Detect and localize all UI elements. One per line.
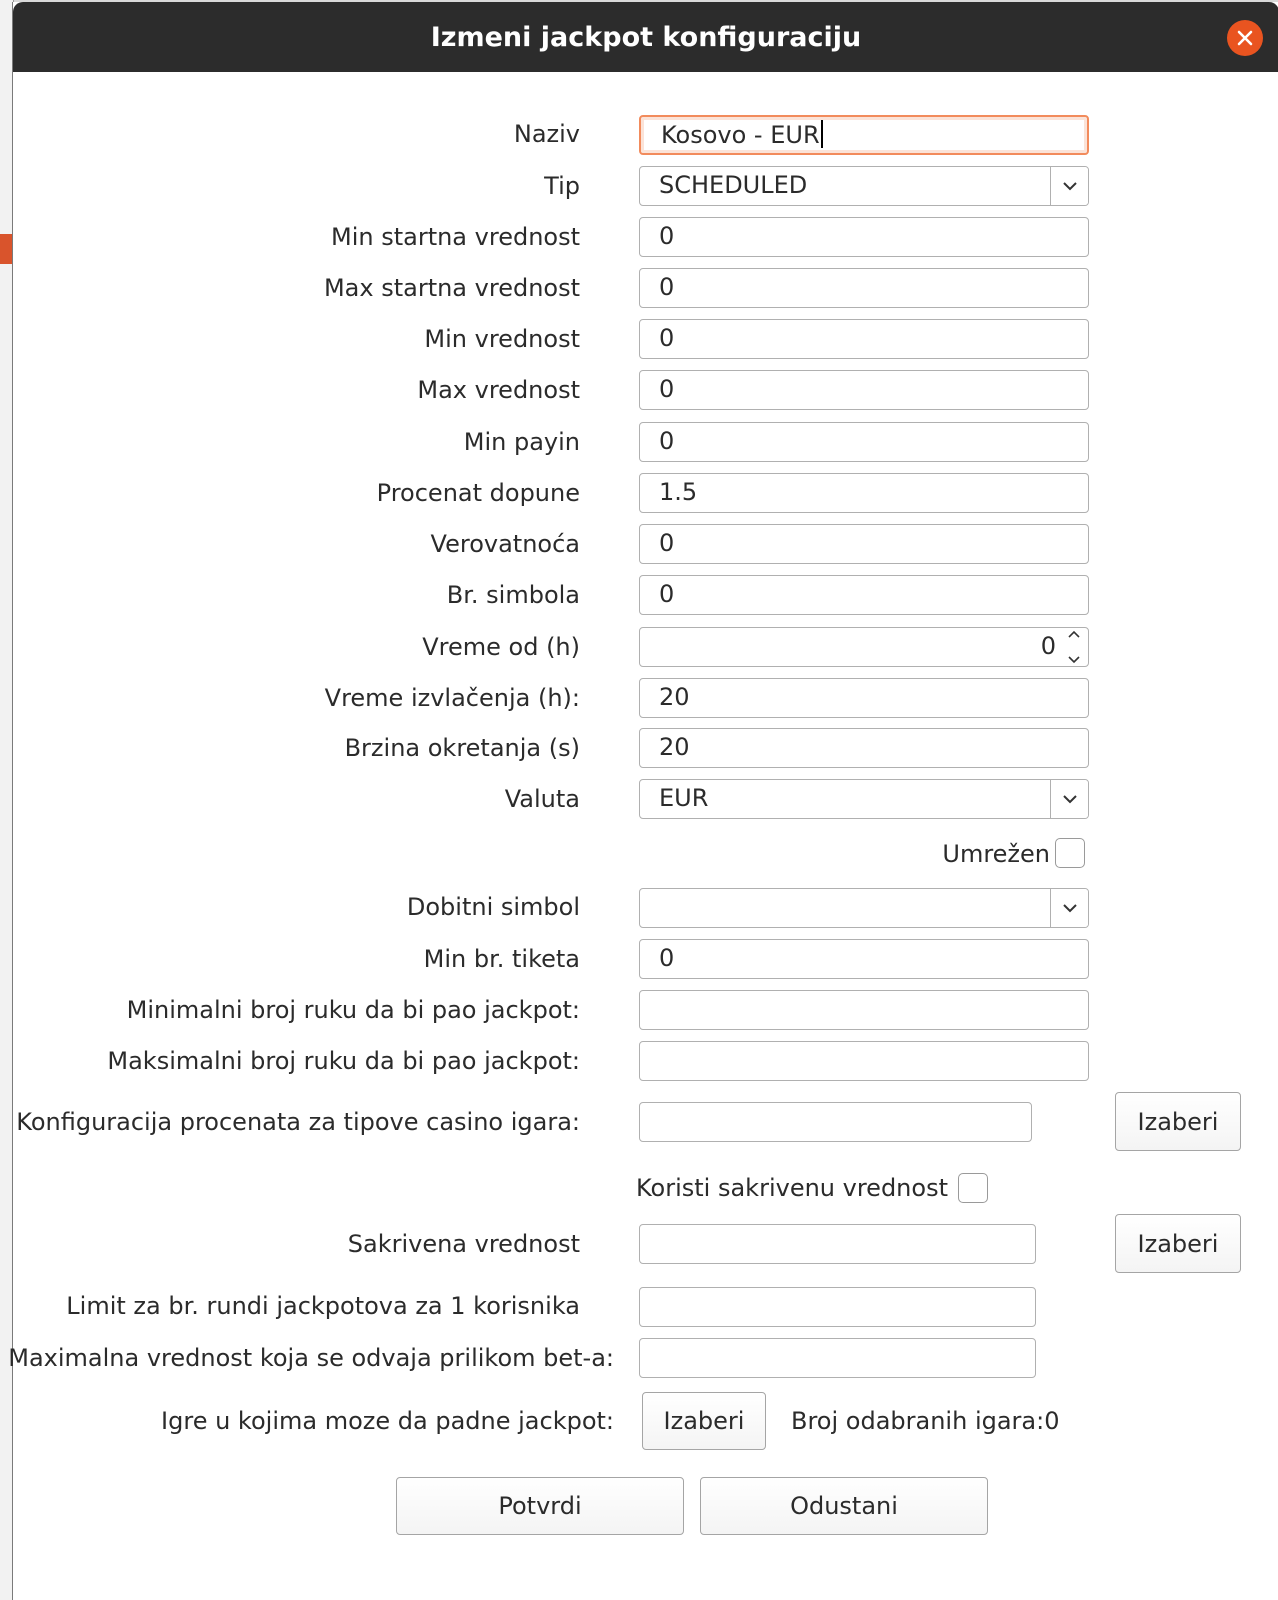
min-startna-input[interactable]: 0	[639, 217, 1089, 257]
verovatnoca-label: Verovatnoća	[430, 530, 580, 558]
naziv-label: Naziv	[513, 120, 580, 148]
br-simbola-label: Br. simbola	[446, 581, 580, 609]
dialog-title: Izmeni jackpot konfiguraciju	[430, 22, 862, 53]
vreme-izvlacenja-label: Vreme izvlačenja (h):	[324, 684, 580, 712]
min-vrednost-label: Min vrednost	[424, 325, 580, 353]
valuta-dropdown-button[interactable]	[1050, 779, 1090, 819]
konfiguracija-izaberi-button[interactable]: Izaberi	[1115, 1092, 1241, 1151]
procenat-dopune-label: Procenat dopune	[376, 479, 580, 507]
igre-label: Igre u kojima moze da padne jackpot:	[161, 1407, 614, 1435]
max-vrednost-input[interactable]: 0	[639, 370, 1089, 410]
min-vrednost-input[interactable]: 0	[639, 319, 1089, 359]
min-broj-ruku-label: Minimalni broj ruku da bi pao jackpot:	[126, 996, 580, 1024]
tip-value: SCHEDULED	[659, 171, 808, 199]
dobitni-simbol-dropdown-button[interactable]	[1050, 888, 1090, 928]
limit-rundi-input[interactable]	[639, 1287, 1036, 1327]
umrezen-label: Umrežen	[942, 840, 1050, 868]
umrezen-checkbox[interactable]	[1055, 838, 1085, 868]
dialog-titlebar	[13, 2, 1278, 72]
vreme-od-value: 0	[1040, 632, 1056, 660]
max-vrednost-label: Max vrednost	[417, 376, 580, 404]
max-broj-ruku-label: Maksimalni broj ruku da bi pao jackpot:	[107, 1047, 580, 1075]
brzina-okretanja-label: Brzina okretanja (s)	[344, 734, 580, 762]
tip-label: Tip	[544, 172, 580, 200]
naziv-value: Kosovo - EUR	[661, 121, 820, 149]
chevron-down-icon	[1062, 181, 1078, 191]
min-startna-label: Min startna vrednost	[330, 223, 580, 251]
maksimalna-vrednost-bet-label: Maximalna vrednost koja se odvaja prilikom bet-a:	[8, 1344, 614, 1372]
min-payin-input[interactable]: 0	[639, 422, 1089, 462]
koristi-sakrivenu-label: Koristi sakrivenu vrednost	[636, 1174, 948, 1202]
broj-odabranih-igara: Broj odabranih igara:0	[791, 1407, 1060, 1435]
close-icon	[1236, 29, 1254, 47]
koristi-sakrivenu-checkbox[interactable]	[958, 1173, 988, 1203]
min-payin-label: Min payin	[463, 428, 580, 456]
naziv-input[interactable]	[639, 115, 1089, 155]
igre-izaberi-button[interactable]: Izaberi	[642, 1392, 766, 1450]
vreme-od-label: Vreme od (h)	[422, 633, 580, 661]
konfiguracija-procenata-label: Konfiguracija procenata za tipove casino igara:	[16, 1108, 580, 1136]
verovatnoca-input[interactable]: 0	[639, 524, 1089, 564]
valuta-select[interactable]	[639, 779, 1089, 819]
valuta-label: Valuta	[504, 785, 580, 813]
procenat-dopune-input[interactable]: 1.5	[639, 473, 1089, 513]
sakrivena-izaberi-button[interactable]: Izaberi	[1115, 1214, 1241, 1273]
confirm-button[interactable]: Potvrdi	[396, 1477, 684, 1535]
chevron-down-icon	[1062, 903, 1078, 913]
br-simbola-input[interactable]: 0	[639, 575, 1089, 615]
max-broj-ruku-input[interactable]	[639, 1041, 1089, 1081]
brzina-okretanja-input[interactable]: 20	[639, 728, 1089, 768]
konfiguracija-procenata-input[interactable]	[639, 1102, 1032, 1142]
min-broj-ruku-input[interactable]	[639, 990, 1089, 1030]
tip-dropdown-button[interactable]	[1050, 166, 1090, 206]
limit-rundi-label: Limit za br. rundi jackpotova za 1 korisnika	[66, 1292, 580, 1320]
chevron-down-icon[interactable]	[1068, 656, 1080, 664]
valuta-value: EUR	[659, 784, 709, 812]
vreme-od-spinner[interactable]	[639, 627, 1089, 667]
max-startna-label: Max startna vrednost	[323, 274, 580, 302]
chevron-down-icon	[1062, 794, 1078, 804]
min-br-tiketa-input[interactable]: 0	[639, 939, 1089, 979]
dobitni-simbol-select[interactable]	[639, 888, 1089, 928]
max-startna-input[interactable]: 0	[639, 268, 1089, 308]
chevron-up-icon[interactable]	[1068, 630, 1080, 638]
vreme-izvlacenja-input[interactable]: 20	[639, 678, 1089, 718]
text-caret	[821, 120, 823, 148]
edit-jackpot-dialog	[8, 2, 1278, 1600]
min-br-tiketa-label: Min br. tiketa	[423, 945, 580, 973]
vreme-od-spin-buttons[interactable]	[1064, 630, 1084, 664]
maksimalna-vrednost-bet-input[interactable]	[639, 1338, 1036, 1378]
dobitni-simbol-label: Dobitni simbol	[406, 893, 580, 921]
cancel-button[interactable]: Odustani	[700, 1477, 988, 1535]
tip-select[interactable]	[639, 166, 1089, 206]
sakrivena-vrednost-label: Sakrivena vrednost	[347, 1230, 580, 1258]
sakrivena-vrednost-input[interactable]	[639, 1224, 1036, 1264]
close-button[interactable]	[1227, 20, 1263, 56]
